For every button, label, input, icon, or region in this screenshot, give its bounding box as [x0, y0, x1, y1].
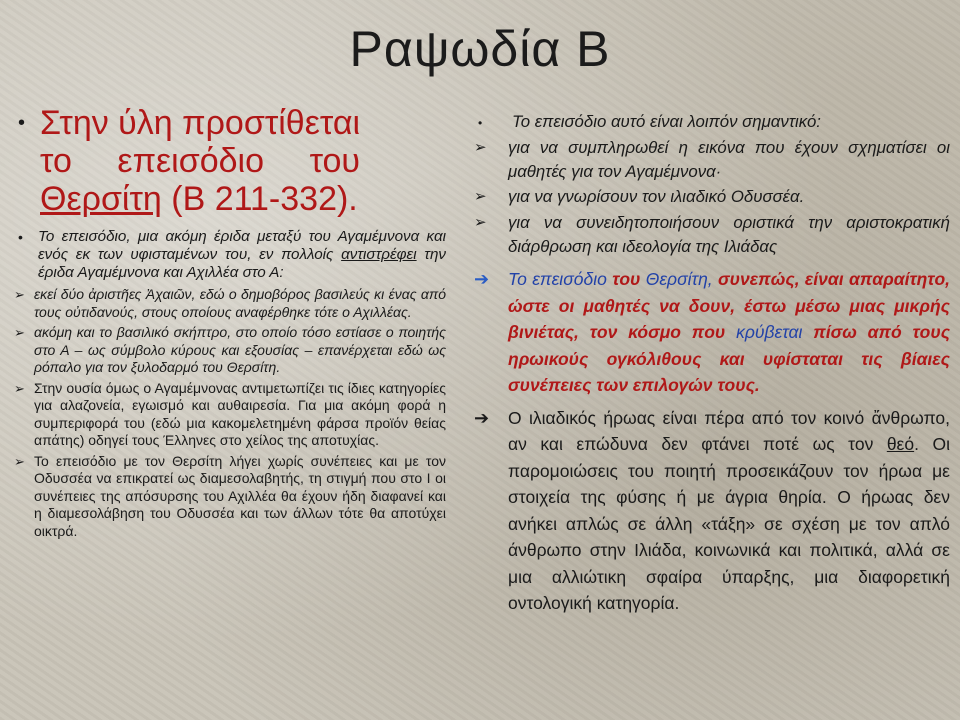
- arrowhead-bullet-icon: ➢: [474, 139, 487, 156]
- right-heading: • Το επεισόδιο αυτό είναι λοιπόν σημαντικό:: [474, 110, 950, 134]
- heading-line-1: Στην ύλη προστίθεται: [40, 104, 361, 142]
- paragraph-significance: ➔ Το επεισόδιο του Θερσίτη, συνεπώς, είναι απαραίτητο, ώστε οι μαθητές να δουν, έστω μέσω μιας μικρής βινιέτας, τον κόσμο που κρύβεται πίσω από τους ηρωικούς ογκόλιθους και υφίσταται τις βίαιες συνέπειες των επιλογών τους.: [474, 266, 950, 399]
- intro-text: Το επεισόδιο, μια ακόμη έριδα μεταξύ του Αγαμέμνονα και ενός εκ των υφισταμένων του, εν πολλοίς: [38, 228, 446, 263]
- list-item: ➢ για να συμπληρωθεί η εικόνα που έχουν σχηματίσει οι μαθητές για τον Αγαμέμνονα·: [474, 136, 950, 183]
- list-item: ➢ ακόμη και το βασιλικό σκήπτρο, στο οποίο τόσο εστίασε ο ποιητής στο Α – ως σύμβολο κύρους και εξουσίας – επανέρχεται εδώ ως ρόπαλο για τον ξυλοδαρμό του Θερσίτη.: [14, 324, 446, 375]
- list-item: ➢ για να γνωρίσουν τον ιλιαδικό Οδυσσέα.: [474, 185, 950, 209]
- arrow-right-icon: ➔: [474, 407, 490, 428]
- list-item: ➢ εκεί δύο ἀριστῆες Ἀχαιῶν, εδώ ο δημοβόρος βασιλεύς κι ένας από τους οὐτιδανούς, στους οποίους αναφέρθηκε τότε ο Αχιλλέας.: [14, 286, 446, 320]
- arrow-right-icon: ➔: [474, 269, 490, 289]
- paragraph-hero: ➔ Ο ιλιαδικός ήρωας είναι πέρα από τον κοινό ἄνθρωπο, αν και επώδυνα δεν φτάνει ποτέ ως τον θεό. Οι παρομοιώσεις του ποιητή προσεικάζουν τον ήρωα με στοιχεία της φύσης ή με άγρια θηρία. Ο ήρωας δεν ανήκει απλώς σε άλλη «τάξη» σε σχέση με τον απλό άνθρωπο στην Ιλιάδα, κοινωνικά και πολιτικά, αλλά σε μια αλλιώτικη σφαίρα ύπαρξης, μια διαφορετική οντολογική κατηγορία.: [474, 405, 950, 617]
- intro-underlined: αντιστρέφει: [341, 246, 417, 263]
- heading-thersites: Θερσίτη: [40, 180, 162, 218]
- bullet-dot-icon: •: [18, 229, 23, 245]
- list-item: ➢ για να συνειδητοποιήσουν οριστικά την αριστοκρατική διάρθρωση και ιδεολογία της Ιλιάδας: [474, 211, 950, 258]
- list-item: ➢ Στην ουσία όμως ο Αγαμέμνονας αντιμετωπίζει τις ίδιες κατηγορίες για αλαζονεία, εγωισμό και αυθαιρεσία. Για μια ακόμη φορά η συμπεριφορά του (εδώ μια κακομελετημένη φάρσα προϊόν θείας απάτης) οδηγεί τους Έλληνες στο χείλος της αποτυχίας.: [14, 379, 446, 448]
- left-intro: [14, 228, 446, 282]
- arrowhead-bullet-icon: ➢: [474, 188, 487, 205]
- heading-line-3: [40, 180, 360, 218]
- arrowhead-bullet-icon: ➢: [474, 214, 487, 231]
- bullet-dot-icon: •: [18, 112, 26, 134]
- list-item: ➢ Το επεισόδιο με τον Θερσίτη λήγει χωρίς συνέπειες και με τον Οδυσσέα να επικρατεί ως διαμεσολαβητής, τη στιγμή που στο Ι οι συνέπειες της απόσυρσης του Αχιλλέα θα έχουν ήδη διαφανεί και η διαμεσολάβηση του Οδυσσέα και των άλλων τότε θα αποτύχει οικτρά.: [14, 452, 446, 539]
- slide-title: Ραψωδία Β: [349, 21, 611, 77]
- heading-line-2: το επεισόδιο του: [40, 142, 361, 180]
- left-heading: [14, 104, 446, 218]
- intro-text-end: την έριδα Αγαμέμνονα και Αχιλλέα στο Α:: [38, 246, 446, 281]
- arrowhead-bullet-icon: ➢: [14, 287, 25, 302]
- arrowhead-bullet-icon: ➢: [14, 325, 25, 340]
- left-column: [14, 104, 446, 540]
- right-column: [474, 110, 950, 617]
- arrowhead-bullet-icon: ➢: [14, 453, 25, 469]
- arrowhead-bullet-icon: ➢: [14, 380, 25, 396]
- bullet-dot-icon: •: [478, 116, 483, 130]
- heading-ref: (Β 211-332).: [161, 180, 358, 218]
